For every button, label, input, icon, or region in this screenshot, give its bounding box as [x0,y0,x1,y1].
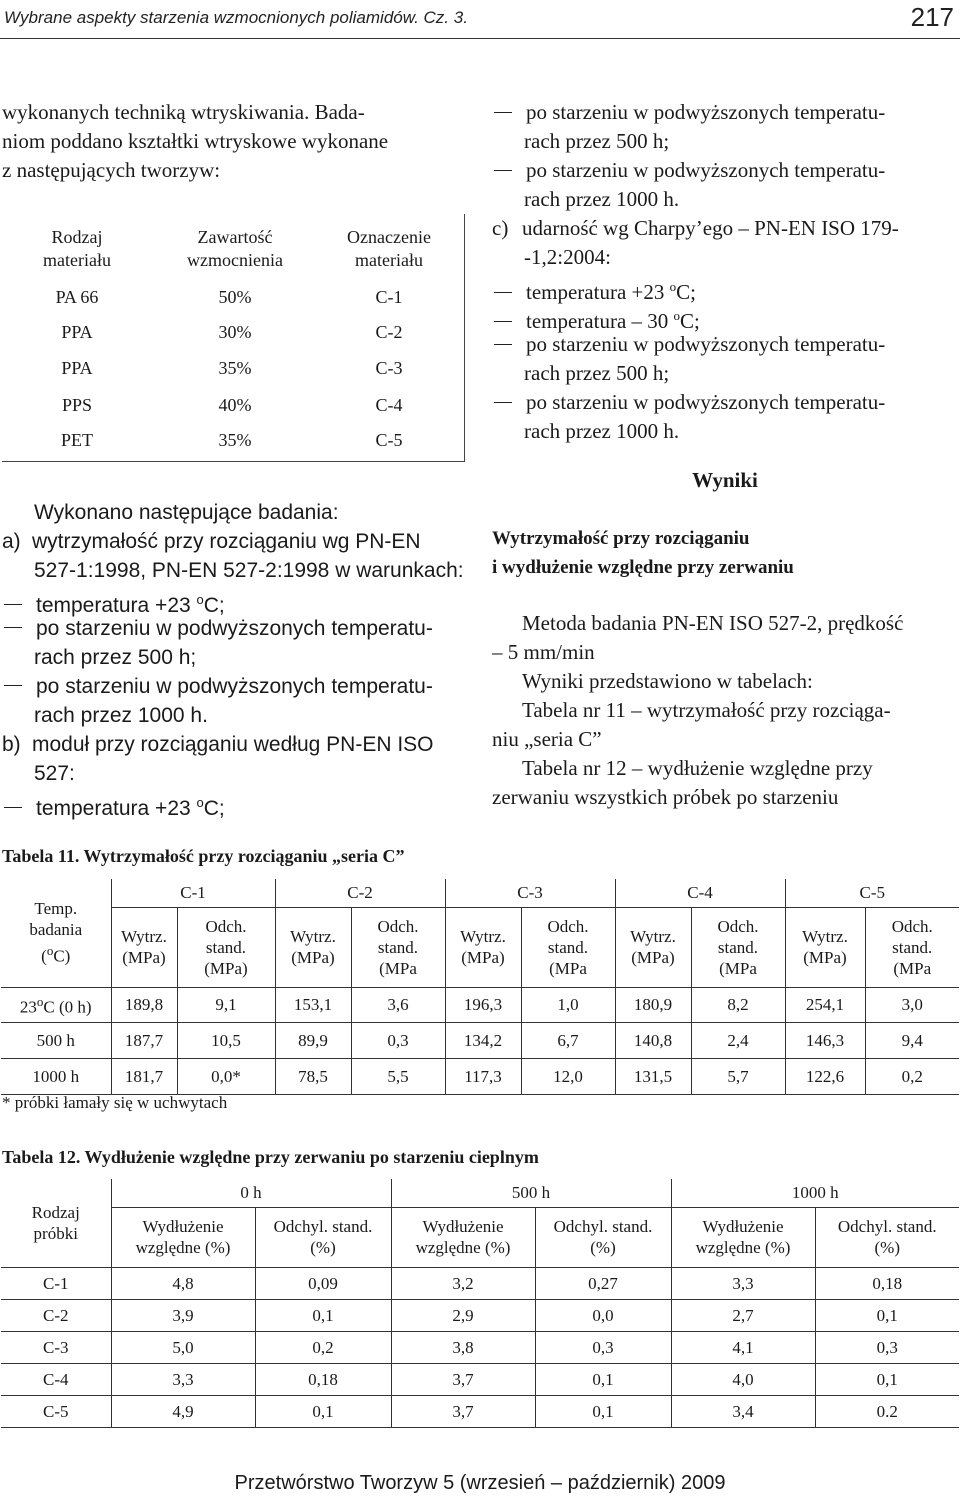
degree-sup: o [669,279,677,294]
header-line: względne (%) [135,1238,231,1257]
table-cell: 3,7 [391,1395,535,1427]
sub-header [671,1207,815,1267]
table-cell: 0,27 [535,1267,671,1299]
table-cell: 189,8 [111,987,177,1022]
list-text: rach przez 500 h; [524,129,670,153]
table-cell: 3,8 [391,1331,535,1363]
header-line: Wydłużenie [422,1217,504,1236]
list-text: rach przez 1000 h. [524,187,680,211]
list-text: 527-1:1998, PN-EN 527-2:1998 w warunkach: [34,559,464,582]
list-label: b) [2,733,21,756]
header-line: Temp. [34,899,78,919]
dash-bullet [494,321,512,322]
sub-header [111,907,177,987]
right-column-list [492,98,958,446]
table-cell: 181,7 [111,1058,177,1094]
para-line: – 5 mm/min [492,640,595,664]
list-text: C; [680,309,700,333]
group-header: C-3 [445,879,615,907]
table-cell: 4,0 [671,1363,815,1395]
row-label: C-1 [1,1267,111,1299]
header-line: (MPa) [631,948,675,967]
table-cell: 40% [218,395,252,415]
material-table [2,214,465,462]
tests-title: Wykonano następujące badania: [34,501,339,524]
table-cell: 78,5 [275,1058,351,1094]
sub-header [351,907,445,987]
para-line: Wyniki przedstawiono w tabelach: [522,669,813,693]
table-cell: 180,9 [615,987,691,1022]
subsection-title [492,524,958,582]
header-line: stand. [892,937,933,957]
table-cell: PA 66 [55,287,99,307]
header-line: Odchyl. stand. [553,1217,653,1236]
header-line: Wytrz. [630,927,676,946]
header-line: stand. [717,937,759,957]
header-line: (MPa [893,958,932,978]
header-line: stand. [547,937,589,957]
running-header: Wybrane aspekty starzenia wzmocnionych poliamidów. Cz. 3. [4,8,468,27]
table-cell: 5,5 [351,1058,445,1094]
table-cell: 0,0* [177,1058,275,1094]
header-line: (MPa) [803,948,847,967]
table-cell: C-3 [375,358,403,378]
header-line: Wytrz. [290,927,336,946]
table-cell: 0,0 [535,1299,671,1331]
header-line: Odchyl. stand. [837,1217,937,1236]
table-cell: 0,1 [535,1363,671,1395]
row-label: C-4 [1,1363,111,1395]
table-cell: 5,7 [691,1058,785,1094]
intro-text [2,98,466,185]
para-line: zerwaniu wszystkich próbek po starzeniu [492,785,839,809]
row-label [1,987,111,1022]
table-cell: 0,3 [351,1022,445,1058]
dash-bullet [494,292,512,293]
dash-bullet [4,604,22,605]
sub-header [391,1207,535,1267]
list-text: rach przez 1000 h. [524,419,680,443]
para-line: niu „seria C” [492,727,602,751]
table-row [1,1331,959,1363]
table-cell: 3,0 [865,987,959,1022]
row-label-text: C (0 h) [43,997,92,1017]
table-cell: 3,7 [391,1363,535,1395]
table-cell: 2,9 [391,1299,535,1331]
header-line: wzmocnienia [187,250,283,270]
table-cell: 35% [218,358,252,378]
header-line: Odch. [891,916,933,936]
dash-bullet [494,170,512,171]
dash-bullet [4,685,22,686]
table-cell: 9,4 [865,1022,959,1058]
tests-list [2,498,470,820]
degree-sup: o [196,592,204,607]
degree-sup: o [196,795,204,810]
header-line: (MPa [719,958,757,978]
header-line: Wytrz. [802,927,848,946]
table-cell: 30% [218,322,252,342]
header-line: względne (%) [415,1238,511,1257]
table-cell: 0,18 [255,1363,391,1395]
results-paragraph [492,609,958,812]
list-text: C; [203,594,225,617]
table-cell: 140,8 [615,1022,691,1058]
header-line: (MPa) [204,958,248,978]
para-line: Tabela nr 12 – wydłużenie względne przy [522,756,873,780]
sample-header [1,1179,111,1267]
para-line: Metoda badania PN-EN ISO 527-2, prędkość [522,611,904,635]
table-cell: PET [60,430,93,450]
list-text: po starzeniu w podwyższonych temperatu- [526,332,886,356]
table-cell: 187,7 [111,1022,177,1058]
table-cell: 0,18 [815,1267,959,1299]
header-line: (MPa) [461,948,505,967]
table-cell: C-5 [375,430,403,450]
table-cell: 146,3 [785,1022,865,1058]
row-label: C-3 [1,1331,111,1363]
table-cell: 0.2 [815,1395,959,1427]
header-line: stand. [205,937,247,957]
intro-line: wykonanych techniką wtryskiwania. Bada- [2,100,365,124]
row-label: 1000 h [1,1058,111,1094]
list-label: c) [492,216,509,240]
header-line: materiału [355,250,423,270]
table-row [1,1022,959,1058]
subsection-line: i wydłużenie względne przy zerwaniu [492,557,794,578]
header-line: ( [41,947,47,967]
row-label: C-5 [1,1395,111,1427]
list-text: C; [676,280,696,304]
table-row [1,1058,959,1094]
header-line: badania [29,920,83,940]
material-table-header [12,226,142,272]
table-cell: 0,09 [255,1267,391,1299]
list-text: 527: [34,762,75,785]
dash-bullet [4,627,22,628]
list-text: temperatura +23 [526,280,665,304]
list-label: a) [2,530,21,553]
table-cell: 0,1 [255,1395,391,1427]
list-text: moduł przy rozciąganiu według PN-EN ISO [32,733,434,756]
header-line: Wytrz. [121,927,167,946]
list-text: rach przez 1000 h. [34,704,208,727]
header-line: próbki [33,1223,78,1243]
table-cell: 196,3 [445,987,521,1022]
sub-header [255,1207,391,1267]
table-cell: PPA [61,322,93,342]
para-line: Tabela nr 11 – wytrzymałość przy rozciąga- [522,698,891,722]
header-line: C) [53,947,71,967]
table-cell: 9,1 [177,987,275,1022]
degree-sup: o [46,943,54,959]
table-cell: 10,5 [177,1022,275,1058]
group-header: C-2 [275,879,445,907]
dash-bullet [494,344,512,345]
table-cell: 0,1 [815,1299,959,1331]
table-cell: 8,2 [691,987,785,1022]
table-cell: 153,1 [275,987,351,1022]
sub-header [275,907,351,987]
header-line: Odch. [377,916,419,936]
table-cell: 4,8 [111,1267,255,1299]
table-cell: 0,1 [535,1395,671,1427]
material-table-header [324,226,454,272]
table-cell: 3,6 [351,987,445,1022]
dash-bullet [494,112,512,113]
sub-header [785,907,865,987]
degree-sup: o [36,994,44,1010]
list-text: po starzeniu w podwyższonych temperatu- [36,675,433,698]
list-text: rach przez 500 h; [34,646,197,669]
header-line: Wytrz. [460,927,506,946]
table-row [1,1267,959,1299]
table-cell: PPA [61,358,93,378]
list-text: po starzeniu w podwyższonych temperatu- [526,100,886,124]
group-header: C-1 [111,879,275,907]
header-line: Wydłużenie [702,1217,784,1236]
list-text: temperatura +23 [36,594,191,617]
table-cell: 0,1 [815,1363,959,1395]
header-line: (%) [590,1238,616,1257]
table-cell: 117,3 [445,1058,521,1094]
table-row [1,1395,959,1427]
row-label: C-2 [1,1299,111,1331]
list-text: -1,2:2004: [524,245,611,269]
header-line: materiału [43,250,111,270]
sub-header [521,907,615,987]
table-cell: 0,1 [255,1299,391,1331]
group-header: C-5 [785,879,959,907]
table-cell: C-4 [375,395,403,415]
table-cell: 0,3 [815,1331,959,1363]
list-text: temperatura +23 [36,797,191,820]
list-text: wytrzymałość przy rozciąganiu wg PN-EN [32,530,421,553]
table-cell: 2,4 [691,1022,785,1058]
degree-sup: o [673,308,681,323]
page-number: 217 [910,2,954,32]
table-cell: 5,0 [111,1331,255,1363]
table-cell: 12,0 [521,1058,615,1094]
header-line: stand. [377,937,419,957]
table-cell: 3,2 [391,1267,535,1299]
table-row [1,1299,959,1331]
list-text: temperatura – 30 [526,309,669,333]
material-table-header [170,226,300,272]
list-text: po starzeniu w podwyższonych temperatu- [526,158,886,182]
list-text: udarność wg Charpy’ego – PN-EN ISO 179- [522,216,899,240]
table-cell: 3,3 [671,1267,815,1299]
header-line: względne (%) [695,1238,791,1257]
table-cell: 50% [218,287,252,307]
table-cell: 0,3 [535,1331,671,1363]
header-line: Oznaczenie [347,227,431,247]
header-line: Rodzaj [31,1202,80,1222]
page-footer: Przetwórstwo Tworzyw 5 (wrzesień – październik) 2009 [234,1472,726,1494]
table-cell: 1,0 [521,987,615,1022]
table-cell: 35% [218,430,252,450]
list-text: C; [203,797,225,820]
table-cell: 2,7 [671,1299,815,1331]
table-cell: 0,2 [865,1058,959,1094]
header-line: (%) [874,1238,900,1257]
table-row [1,1363,959,1395]
sub-header [865,907,959,987]
table-cell: 3,3 [111,1363,255,1395]
list-text: po starzeniu w podwyższonych temperatu- [526,390,886,414]
table11-caption: Tabela 11. Wytrzymałość przy rozciąganiu „seria C” [2,846,405,866]
table-row [1,987,959,1022]
intro-line: z następujących tworzyw: [2,158,221,182]
intro-line: niom poddano kształtki wtryskowe wykonane [2,129,389,153]
header-rule [0,38,960,39]
row-label: 500 h [1,1022,111,1058]
sub-header [535,1207,671,1267]
group-header: 1000 h [671,1179,959,1207]
table-cell: 6,7 [521,1022,615,1058]
temp-header [1,879,111,987]
table12-caption: Tabela 12. Wydłużenie względne przy zerwaniu po starzeniu cieplnym [2,1147,539,1167]
header-line: (MPa) [291,948,335,967]
group-header: C-4 [615,879,785,907]
header-line: Odch. [717,916,759,936]
sub-header [445,907,521,987]
sub-header [691,907,785,987]
header-line: (MPa [379,958,417,978]
sub-header [177,907,275,987]
sub-header [111,1207,255,1267]
list-text: po starzeniu w podwyższonych temperatu- [36,617,433,640]
list-text: rach przez 500 h; [524,361,670,385]
header-line: Odchyl. stand. [273,1217,373,1236]
header-line: Odch. [547,916,589,936]
table-cell: C-1 [375,287,403,307]
header-line: (MPa) [122,948,166,967]
table11-footnote: * próbki łamały się w uchwytach [2,1093,228,1112]
header-line: Zawartość [197,227,273,247]
header-line: Odch. [205,916,247,936]
table-cell: 89,9 [275,1022,351,1058]
group-header: 500 h [391,1179,671,1207]
subsection-line: Wytrzymałość przy rozciąganiu [492,528,750,549]
table-cell: 3,9 [111,1299,255,1331]
table-cell: 3,4 [671,1395,815,1427]
row-label-text: 23 [19,997,37,1017]
dash-bullet [4,807,22,808]
table11 [1,879,959,1095]
table-cell: 0,2 [255,1331,391,1363]
header-line: (%) [310,1238,336,1257]
table-cell: 131,5 [615,1058,691,1094]
table-cell: C-2 [375,322,403,342]
table-cell: 4,9 [111,1395,255,1427]
table-cell: 134,2 [445,1022,521,1058]
header-line: Rodzaj [51,227,103,247]
table-cell: 122,6 [785,1058,865,1094]
sub-header [815,1207,959,1267]
table12 [1,1179,959,1428]
table-cell: 4,1 [671,1331,815,1363]
table-cell: 254,1 [785,987,865,1022]
header-line: (MPa [549,958,587,978]
group-header: 0 h [111,1179,391,1207]
dash-bullet [494,402,512,403]
sub-header [615,907,691,987]
section-title: Wyniki [692,468,758,492]
table-cell: PPS [61,395,93,415]
header-line: Wydłużenie [142,1217,224,1236]
